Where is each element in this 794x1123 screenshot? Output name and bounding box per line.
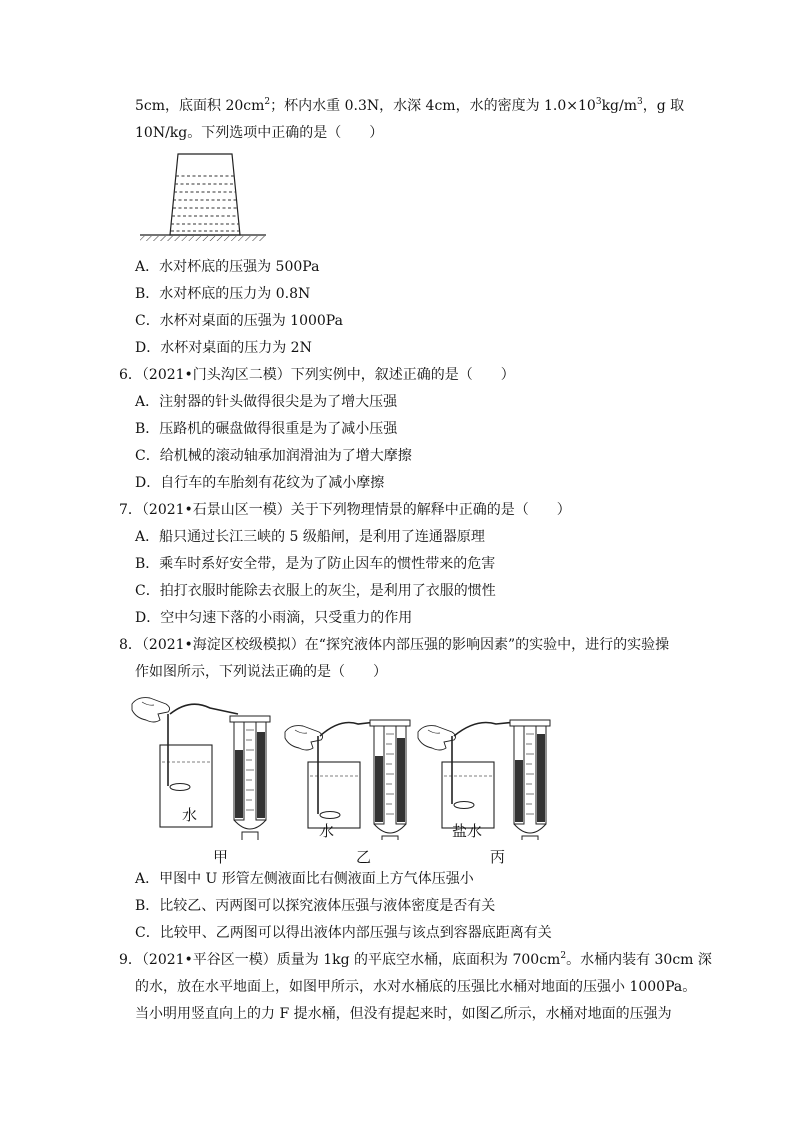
- q7-option-a: A．船只通过长江三峡的 5 级船闸，是利用了连通器原理: [135, 529, 485, 545]
- cup-outline: [170, 154, 240, 235]
- q6-option-a: A．注射器的针头做得很尖是为了增大压强: [135, 394, 398, 410]
- setup-yi: [285, 720, 410, 840]
- q6-stem: 6．（2021•门头沟区二模）下列实例中，叙述正确的是（ ）: [119, 367, 515, 383]
- caption-yi: 乙: [356, 848, 372, 866]
- q5-line1: 5cm，底面积 $20cm^2$；杯内水重 0.3N，水深 4cm，水的密度为 $1.0\times 10^3kg/m^3$，g 取: [135, 97, 685, 114]
- q5-option-b: B．水对杯底的压力为 0.8N: [135, 286, 311, 302]
- liquid-label-yi: 水: [319, 822, 335, 840]
- q6-option-c: C．给机械的滚动轴承加润滑油为了增大摩擦: [135, 448, 412, 464]
- q7-option-b: B．乘车时系好安全带，是为了防止因车的惯性带来的危害: [135, 556, 496, 572]
- q8-option-b: B．比较乙、丙两图可以探究液体压强与液体密度是否有关: [135, 898, 496, 914]
- liquid-label-bing: 盐水: [452, 822, 483, 840]
- caption-jia: 甲: [213, 848, 229, 866]
- q9-stem-line1: 9．（2021•平谷区一模）质量为 1kg 的平底空水桶，底面积为 $700cm^2$。水桶内装有 30cm 深: [119, 951, 712, 968]
- q8-stem-line1: 8．（2021•海淀区校级模拟）在“探究液体内部压强的影响因素”的实验中，进行的实验操: [119, 637, 670, 653]
- q5-option-c: C．水杯对桌面的压强为 1000Pa: [135, 313, 343, 329]
- q5-option-a: A．水对杯底的压强为 500Pa: [135, 259, 320, 275]
- q8-option-c: C．比较甲、乙两图可以得出液体内部压强与该点到容器底距离有关: [135, 925, 552, 941]
- liquid-label-jia: 水: [182, 806, 198, 824]
- q6-option-b: B．压路机的碾盘做得很重是为了减小压强: [135, 421, 398, 437]
- setup-jia: [132, 698, 270, 840]
- q6-option-d: D．自行车的车胎刻有花纹为了减小摩擦: [135, 475, 385, 491]
- q7-option-c: C．拍打衣服时能除去衣服上的灰尘，是利用了衣服的惯性: [135, 583, 496, 599]
- q9-stem-line2: 的水，放在水平地面上，如图甲所示，水对水桶底的压强比水桶对地面的压强小 1000Pa。: [135, 979, 697, 995]
- setup-bing: [418, 720, 550, 840]
- q8-stem-line2: 作如图所示，下列说法正确的是（ ）: [135, 664, 387, 680]
- q8-option-a: A．甲图中 U 形管左侧液面比右侧液面上方气体压强小: [135, 871, 474, 887]
- q7-stem: 7．（2021•石景山区一模）关于下列物理情景的解释中正确的是（ ）: [119, 502, 571, 518]
- caption-bing: 丙: [490, 848, 506, 866]
- pressure-experiment-figure: [130, 690, 680, 840]
- q5-option-d: D．水杯对桌面的压力为 2N: [135, 340, 312, 356]
- cup-figure: [138, 150, 268, 242]
- q7-option-d: D．空中匀速下落的小雨滴，只受重力的作用: [135, 610, 413, 626]
- q5-line2: 10N/kg。下列选项中正确的是（ ）: [135, 125, 384, 141]
- q9-stem-line3: 当小明用竖直向上的力 F 提水桶，但没有提起来时，如图乙所示，水桶对地面的压强为: [135, 1006, 672, 1022]
